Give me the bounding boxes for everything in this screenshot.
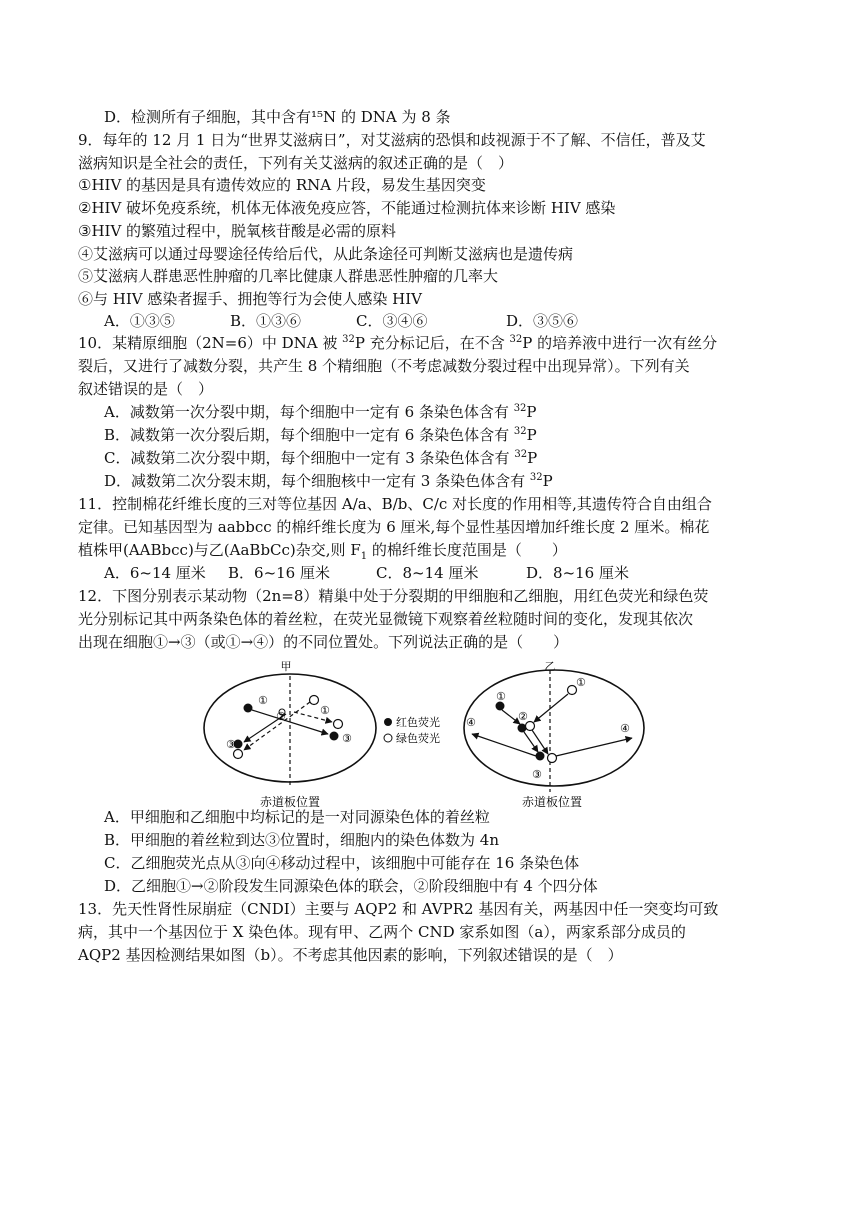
legend (384, 715, 440, 745)
legend-red-swatch (384, 718, 392, 726)
q11-stem-text: 的棉纤维长度范围是（ ） (367, 541, 567, 559)
marker-1: ① (576, 676, 586, 689)
q9-option-c: C．③④⑥ (356, 312, 428, 330)
q13-stem-line-1: 13．先天性肾性尿崩症（CNDI）主要与 AQP2 和 AVPR2 基因有关，两基因中任一突变均可致 (78, 900, 719, 918)
marker-3: ③ (226, 738, 236, 751)
q9-options (104, 310, 824, 332)
q9-stem-line-1: 9．每年的 12 月 1 日为“世界艾滋病日”，对艾滋病的恐惧和歧视源于不了解、不信任，普及艾 (78, 131, 706, 149)
cell-b-membrane (464, 670, 644, 786)
q12-option-d: D．乙细胞①→②阶段发生同源染色体的联会，②阶段细胞中有 4 个四分体 (104, 877, 598, 895)
equatorial-plate-label: 赤道板位置 (259, 795, 321, 809)
arrow (472, 734, 536, 756)
q11-stem-line-1: 11．控制棉花纤维长度的三对等位基因 A/a、B/b、C/c 对长度的作用相等,其遗传符合自由组合 (78, 495, 712, 513)
superscript: 32 (514, 449, 528, 460)
q11-stem-line-3 (78, 539, 798, 561)
q10-stem-text: P 充分标记后，在不含 (354, 334, 510, 352)
q9-statement-6: ⑥与 HIV 感染者握手、拥抱等行为会使人感染 HIV (78, 290, 422, 308)
q10-option-a (104, 401, 824, 423)
q12-option-b: B．甲细胞的着丝粒到达③位置时，细胞内的染色体数为 4n (104, 831, 499, 849)
q10-option-c (104, 447, 824, 469)
option-tail: P (542, 472, 553, 490)
q9-statement-1: ①HIV 的基因是具有遗传效应的 RNA 片段，易发生基因突变 (78, 176, 486, 194)
marker-4: ④ (620, 722, 630, 735)
q10-option-b (104, 424, 824, 446)
q12-stem-line-2: 光分别标记其中两条染色体的着丝粒，在荧光显微镜下观察着丝粒随时间的变化，发现其依次 (78, 610, 694, 628)
red-marker (330, 732, 339, 741)
q9-statement-5: ⑤艾滋病人群患恶性肿瘤的几率比健康人群患恶性肿瘤的几率大 (78, 267, 499, 285)
q13-stem-line-3: AQP2 基因检测结果如图（b）。不考虑其他因素的影响，下列叙述错误的是（ ） (78, 946, 623, 964)
option-text: C．减数第二次分裂中期，每个细胞中一定有 3 条染色体含有 (104, 449, 515, 467)
cell-a-label: 甲 (280, 660, 292, 673)
q10-stem-line-2: 裂后，又进行了减数分裂，共产生 8 个精细胞（不考虑减数分裂过程中出现异常）。下列有关 (78, 357, 690, 375)
option-text: B．减数第一次分裂后期，每个细胞中一定有 6 条染色体含有 (104, 426, 514, 444)
q9-option-a: A．①③⑤ (104, 312, 175, 330)
q12-option-c: C．乙细胞荧光点从③向④移动过程中，该细胞中可能存在 16 条染色体 (104, 854, 580, 872)
cell-yi (464, 660, 644, 809)
q12-option-a: A．甲细胞和乙细胞中均标记的是一对同源染色体的着丝粒 (104, 808, 490, 826)
cell-jia (204, 660, 376, 809)
q11-stem-text: 植株甲(AABbcc)与乙(AaBbCc)杂交,则 F (78, 541, 361, 559)
cell-b-label: 乙 (544, 660, 556, 673)
option-text: A．减数第一次分裂中期，每个细胞中一定有 6 条染色体含有 (104, 403, 514, 421)
q9-stem-line-2: 滋病知识是全社会的责任，下列有关艾滋病的叙述正确的是（ ） (78, 154, 514, 172)
red-marker (244, 704, 253, 713)
q9-statement-2: ②HIV 破坏免疫系统，机体无体液免疫应答，不能通过检测抗体来诊断 HIV 感染 (78, 199, 616, 217)
marker-1: ① (496, 690, 506, 703)
q9-option-d: D．③⑤⑥ (506, 312, 579, 330)
marker-1: ① (320, 704, 330, 717)
marker-3: ③ (532, 768, 542, 781)
q8-option-d: D．检测所有子细胞，其中含有¹⁵N 的 DNA 为 8 条 (104, 108, 451, 126)
green-marker (334, 720, 343, 729)
q11-option-b: B．6~16 厘米 (228, 564, 330, 582)
marker-3: ③ (342, 732, 352, 745)
marker-2: ② (518, 710, 528, 723)
q10-stem-line-3: 叙述错误的是（ ） (78, 380, 214, 398)
q12-stem-line-3: 出现在细胞①→③（或①→④）的不同位置处。下列说法正确的是（ ） (78, 633, 569, 651)
superscript: 32 (342, 334, 355, 345)
option-tail: P (527, 449, 538, 467)
option-tail: P (526, 403, 537, 421)
option-text: D．减数第二次分裂末期，每个细胞核中一定有 3 条染色体含有 (104, 472, 530, 490)
q11-options (104, 562, 824, 584)
q11-stem-line-2: 定律。已知基因型为 aabbcc 的棉纤维长度为 6 厘米,每个显性基因增加纤维长度 2 厘米。棉花 (78, 518, 710, 536)
red-marker (536, 752, 545, 761)
cell-diagram-svg (200, 656, 660, 812)
q9-statement-3: ③HIV 的繁殖过程中，脱氧核苷酸是必需的原料 (78, 222, 397, 240)
subscript: 1 (360, 551, 368, 562)
marker-4: ④ (466, 716, 476, 729)
arrow (556, 738, 632, 756)
q9-statement-4: ④艾滋病可以通过母婴途径传给后代，从此条途径可判断艾滋病也是遗传病 (78, 245, 574, 263)
q13-stem-line-2: 病，其中一个基因位于 X 染色体。现有甲、乙两个 CND 家系如图（a），两家系部分成员的 (78, 923, 686, 941)
superscript: 32 (529, 472, 543, 483)
equatorial-plate-label: 赤道板位置 (521, 795, 583, 809)
superscript: 32 (509, 334, 523, 345)
q9-option-b: B．①③⑥ (230, 312, 302, 330)
q10-stem-text: P 的培养液中进行一次有丝分 (522, 334, 718, 352)
arrow (532, 730, 548, 754)
q10-stem-line-1 (78, 332, 798, 354)
legend-green-label: 绿色荧光 (396, 732, 440, 745)
cell-division-figure (200, 656, 660, 812)
arrow (534, 694, 568, 722)
marker-1: ① (258, 694, 268, 707)
q11-option-a: A．6~14 厘米 (104, 564, 206, 582)
marker-2: ② (276, 710, 286, 723)
green-marker (310, 696, 319, 705)
option-tail: P (526, 426, 537, 444)
q11-option-c: C．8~14 厘米 (376, 564, 479, 582)
legend-green-swatch (384, 734, 392, 742)
q11-option-d: D．8~16 厘米 (526, 564, 629, 582)
superscript: 32 (513, 403, 527, 414)
legend-red-label: 红色荧光 (396, 716, 440, 729)
superscript: 32 (513, 426, 527, 437)
q10-stem-text: 10．某精原细胞（2N=6）中 DNA 被 (78, 334, 343, 352)
green-marker (548, 754, 557, 763)
q12-stem-line-1: 12．下图分别表示某动物（2n=8）精巢中处于分裂期的甲细胞和乙细胞，用红色荧光和绿色荧 (78, 587, 709, 605)
q10-option-d (104, 470, 824, 492)
